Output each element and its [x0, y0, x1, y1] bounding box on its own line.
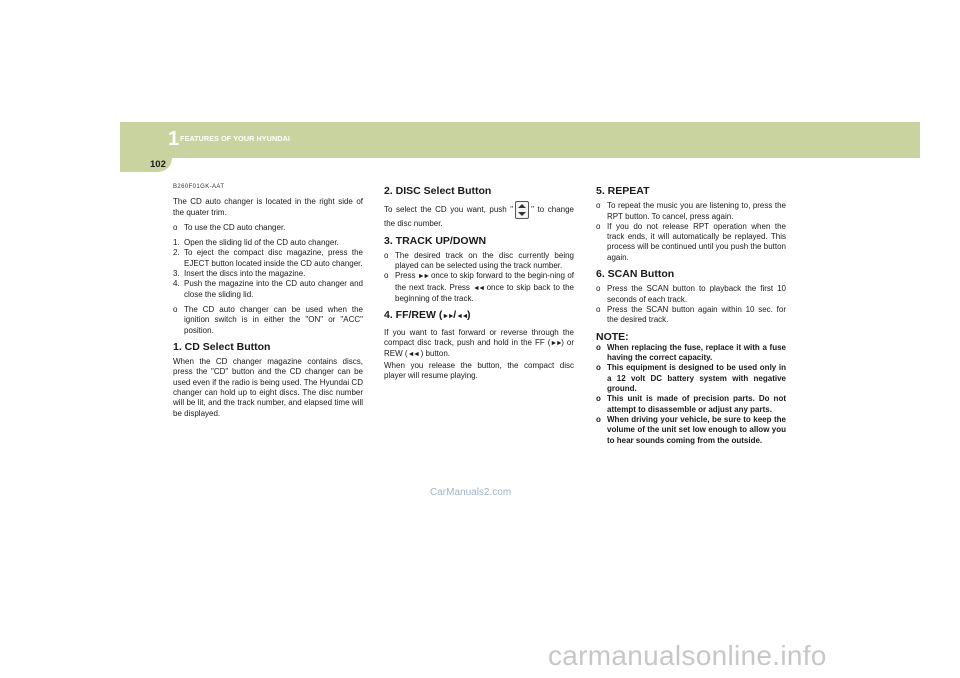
bullet: o: [596, 221, 601, 231]
heading-track: 3. TRACK UP/DOWN: [384, 234, 487, 247]
bullet: o: [596, 201, 601, 211]
fast-forward-icon: ►►: [442, 313, 454, 321]
bullet: o: [596, 414, 601, 424]
track-text: [395, 271, 574, 304]
column-2: [384, 186, 574, 386]
step-item: [173, 248, 363, 269]
scan-text: Press the SCAN button again within 10 sec. for the desired track.: [607, 304, 786, 325]
ff-text-part: ) button.: [418, 349, 450, 359]
track-text-part: Press: [395, 271, 418, 281]
ff-text-part: When you release the button, the compact disc player will resume playing.: [384, 360, 574, 380]
scan-text: Press the SCAN button to playback the first 10 seconds of each track.: [607, 284, 786, 304]
note-list: [596, 343, 786, 446]
track-text: The desired track on the disc currently being played can be selected using the track number.: [395, 250, 574, 271]
list-item: [596, 201, 786, 222]
bullet: o: [596, 342, 601, 352]
bullet: o: [596, 304, 601, 314]
heading-repeat: 5. REPEAT: [596, 185, 650, 197]
heading-part: ): [466, 309, 471, 322]
step-text: Insert the discs into the magazine.: [184, 269, 306, 279]
heading-disc-select: 2. DISC Select Button: [384, 185, 492, 197]
column-3: [596, 186, 786, 446]
bullet: o: [384, 271, 389, 281]
note-text: This unit is made of precision parts. Do not attempt to disassemble or adjust any parts.: [607, 394, 786, 414]
bullet: o: [596, 284, 601, 294]
ff-text-part: If you want to fast forward or reverse through the compact disc track, push and hold in the FF (: [384, 327, 574, 347]
rewind-icon: ◄◄: [407, 351, 419, 359]
ff-text-part: ) or REW (: [384, 337, 574, 359]
chapter-number: 1: [168, 128, 180, 150]
disc-select-text: [384, 201, 574, 229]
step-item: [173, 238, 363, 248]
step-item: [173, 269, 363, 279]
track-text-part: once to skip forward to the begin-ning of the next track. Press: [395, 271, 575, 292]
carmanuals-watermark[interactable]: CarManuals2.com: [430, 487, 512, 498]
note-item: [596, 363, 786, 394]
step-number: 2.: [173, 248, 180, 258]
column-1: [173, 182, 363, 424]
list-item: [384, 251, 574, 272]
note-text: When driving your vehicle, be sure to keep the volume of the unit set low enough to allow you to hear sounds coming from the outside.: [607, 414, 786, 445]
step-text: Push the magazine into the CD auto changer and close the sliding lid.: [184, 279, 363, 299]
note-text: This equipment is designed to be used only in a 12 volt DC battery system with negative ground.: [607, 363, 786, 394]
note-item: [596, 415, 786, 446]
note-heading: NOTE:: [596, 330, 629, 343]
list-item: [596, 284, 786, 305]
list-item: [596, 222, 786, 263]
disc-text-post: " to change the disc number.: [384, 205, 574, 229]
step-number: 4.: [173, 279, 180, 289]
ff-rew-text: [384, 328, 574, 381]
disc-updown-icon: [515, 201, 529, 219]
rewind-icon: ◄◄: [456, 313, 467, 321]
section-code: B260F01GK-AAT: [173, 184, 225, 190]
note-text: When replacing the fuse, replace it with a fuse having the correct capacity.: [607, 342, 786, 363]
step-number: 1.: [173, 238, 180, 248]
heading-cd-select: 1. CD Select Button: [173, 340, 271, 353]
fast-forward-icon: ►►: [550, 339, 562, 347]
footer-watermark: carmanualsonline.info: [548, 640, 827, 671]
bullet: o: [173, 222, 178, 232]
step-number: 3.: [173, 269, 180, 279]
list-item: [596, 305, 786, 326]
fast-forward-icon: ►►: [417, 273, 429, 281]
step-item: [173, 279, 363, 300]
note-item: [596, 394, 786, 415]
ignition-text: The CD auto changer can be used when the ignition switch is in either the "ON" or "ACC" position.: [184, 304, 363, 335]
bullet: o: [596, 363, 601, 373]
disc-text-pre: To select the CD you want, push ": [384, 205, 514, 215]
heading-ff-rew: [384, 310, 574, 322]
page-number: 102: [150, 159, 166, 170]
repeat-text: To repeat the music you are listening to, press the RPT button. To cancel, press again.: [607, 201, 786, 221]
step-text: Open the sliding lid of the CD auto changer.: [184, 238, 339, 248]
bullet: o: [384, 250, 389, 260]
list-item: [173, 305, 363, 336]
heading-part: 4. FF/REW (: [384, 309, 443, 322]
track-text-part: once to skip back to the beginning of the track.: [395, 282, 574, 304]
repeat-text: If you do not release RPT operation when the track ends, it will automatically be replayed. This process will be continued until you push the button again.: [607, 221, 786, 262]
list-item: [384, 271, 574, 304]
chapter-title: FEATURES OF YOUR HYUNDAI: [180, 134, 290, 143]
note-item: [596, 343, 786, 364]
list-item: [173, 223, 363, 233]
heading-part: /: [453, 309, 457, 322]
use-text: To use the CD auto changer.: [184, 222, 286, 232]
bullet: o: [173, 304, 178, 314]
bullet: o: [596, 394, 601, 404]
intro-text: The CD auto changer is located in the right side of the quater trim.: [173, 197, 363, 217]
cd-select-text: When the CD changer magazine contains discs, press the "CD" button and the CD changer can be used even if the radio is being used. The Hyundai CD changer can hold up to eight discs. The disc number will be lit, and the track number, and elapsed time will be displayed.: [173, 357, 363, 418]
rewind-icon: ◄◄: [472, 284, 484, 292]
heading-scan: 6. SCAN Button: [596, 268, 675, 281]
step-text: To eject the compact disc magazine, press the EJECT button located inside the CD auto changer.: [184, 248, 363, 268]
